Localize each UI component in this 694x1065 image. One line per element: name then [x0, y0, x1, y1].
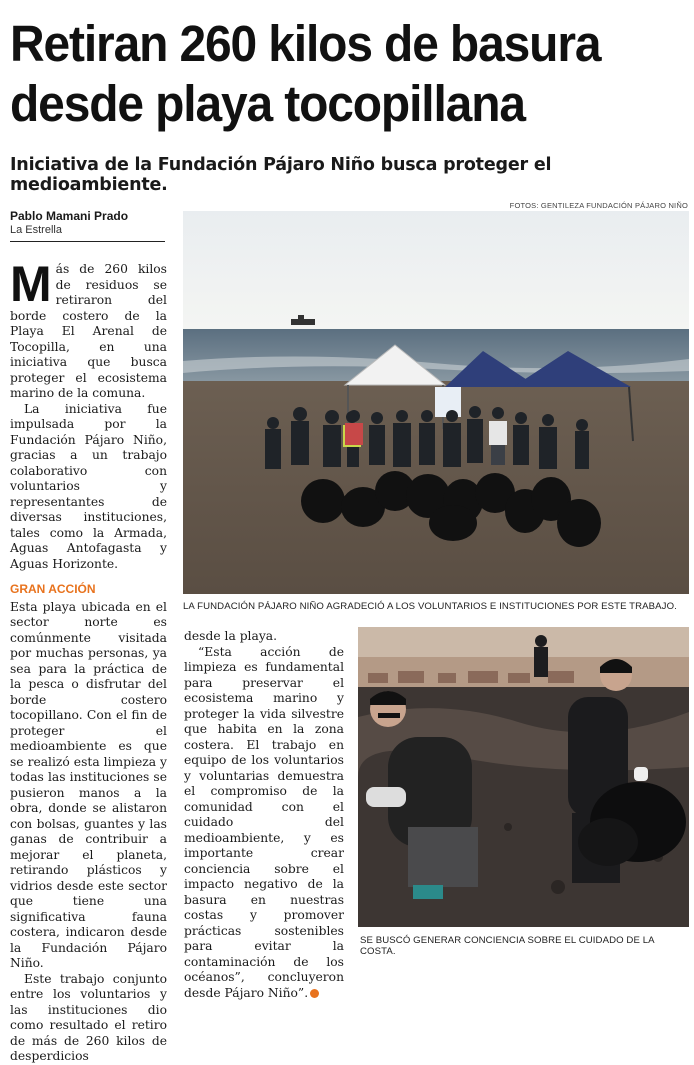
- end-mark-icon: [310, 989, 319, 998]
- group-photo-illustration: [183, 211, 689, 594]
- paragraph-4-continued: desde la playa.: [184, 629, 278, 643]
- photo-caption-1: LA FUNDACIÓN PÁJARO NIÑO AGRADECIÓ A LOS VOLUNTARIOS E INSTITUCIONES POR ESTE TRABAJO.: [183, 601, 677, 612]
- paragraph-1-text: ás de 260 kilos de residuos se retiraron del borde costero de la Playa El Arenal de Tocopilla, en una iniciativa que busca proteger el ecosistema marino de la comuna.: [10, 262, 167, 400]
- beach-cleanup-group-photo: [183, 211, 689, 594]
- article-column-2: [184, 629, 344, 1001]
- paragraph-2: La iniciativa fue impulsada por la Fundación Pájaro Niño, gracias a un trabajo colaborativo con voluntarios y representantes de diversas instituciones, tales como la Armada, Aguas Antofagasta y Aguas Horizonte.: [10, 401, 167, 571]
- paragraph-4: Este trabajo conjunto entre los voluntarios y las instituciones dio como resultado el retiro de más de 260 kilos de desperdicios: [10, 971, 167, 1063]
- headline: Retiran 260 kilos de basura desde playa tocopillana: [10, 15, 601, 132]
- paragraph-5: [184, 645, 344, 1002]
- article-column-1: [10, 256, 167, 1065]
- byline: [10, 209, 166, 236]
- paragraph-1: [10, 256, 167, 402]
- subheadline: Iniciativa de la Fundación Pájaro Niño busca proteger el medioambiente.: [10, 155, 552, 195]
- author-name: Pablo Mamani Prado: [10, 209, 129, 223]
- photo-caption-2: SE BUSCÓ GENERAR CONCIENCIA SOBRE EL CUIDADO DE LA COSTA.: [360, 935, 655, 957]
- volunteers-collecting-trash-photo: [358, 627, 689, 927]
- section-title: GRAN ACCIÓN: [10, 582, 96, 596]
- paragraph-5-text: “Esta acción de limpieza es fundamental para preservar el ecosistema marino y proteger la vida silvestre que habita en la zona costera. El trabajo en equipo de los voluntarios y voluntarias demuestra el compromiso de la comunidad con el cuidado del medioambiente, y es importante crear conciencia sobre el impacto negativo de la basura en nuestras costas y promover prácticas sostenibles para evitar la contaminación de los océanos”, concluyeron desde Pájaro Niño”.: [184, 644, 344, 1000]
- dropcap: M: [10, 256, 52, 312]
- publication-name: La Estrella: [10, 224, 62, 236]
- byline-divider: [10, 241, 165, 242]
- volunteers-photo-illustration: [358, 627, 689, 927]
- photo-credit: FOTOS: GENTILEZA FUNDACIÓN PÁJARO NIÑO: [509, 201, 688, 210]
- paragraph-3: Esta playa ubicada en el sector norte es comúnmente visitada por muchas personas, ya sea para la práctica de la pesca o disfrutar del borde costero tocopillano. Con el fin de proteger el medioambiente es que se realizó esta limpieza y todas las instituciones se pusieron manos a la obra, donde se alistaron con bolsas, guantes y las ganas de contribuir a mejorar el planeta, retirando plásticos y vidrios desde este sector que tiene una significativa fauna costera, indicaron desde la Fundación Pájaro Niño.: [10, 599, 167, 970]
